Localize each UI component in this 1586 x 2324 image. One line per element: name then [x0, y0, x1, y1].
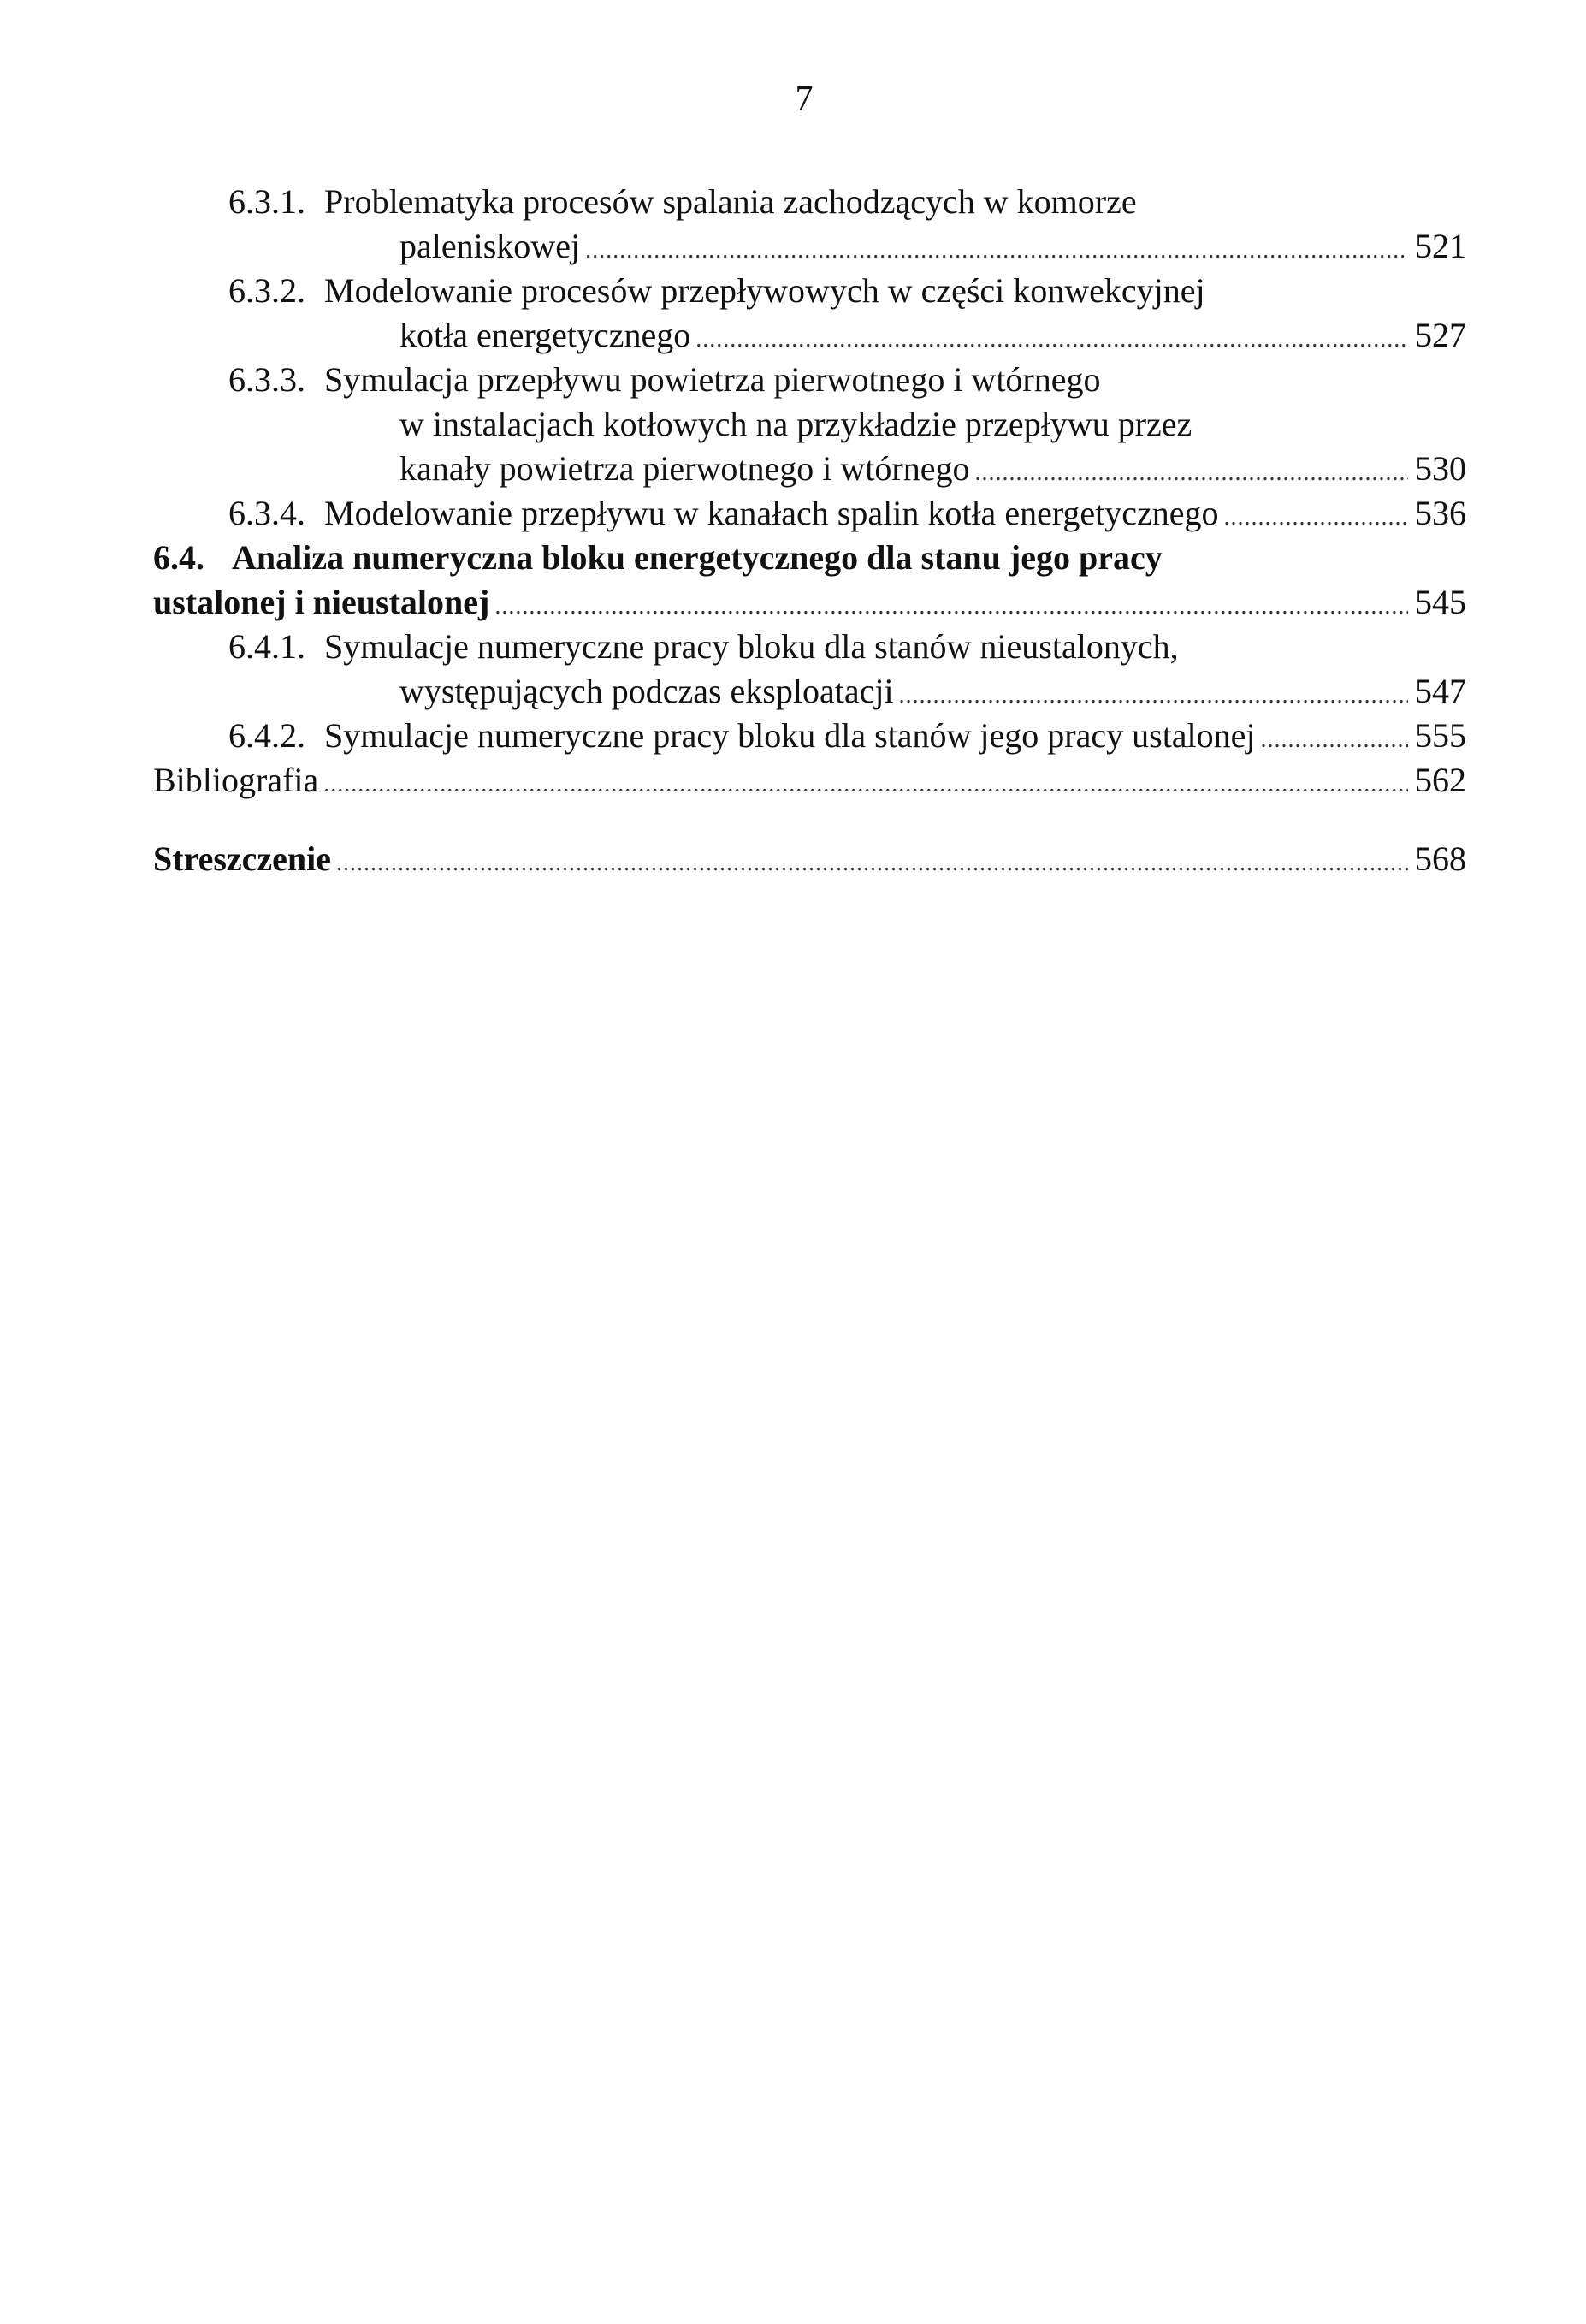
- toc-entry-number: 6.3.2.: [228, 271, 305, 310]
- dot-leader: [899, 673, 1408, 718]
- toc-entry-bibliografia[interactable]: [153, 758, 1466, 803]
- toc-entry-title-continued: w instalacjach kotłowych na przykładzie przepływu przez: [399, 405, 1192, 443]
- toc-entry-title-continued: paleniskowej: [399, 227, 581, 265]
- dot-leader: [585, 228, 1408, 273]
- toc-entry-6-4-2[interactable]: [153, 714, 1466, 758]
- toc-entry-6-3-1[interactable]: [153, 180, 1466, 269]
- page-number: 7: [795, 80, 814, 119]
- table-of-contents: [153, 180, 1466, 881]
- toc-entry-title: Analiza numeryczna bloku energetycznego dla stanu jego pracy: [232, 538, 1163, 577]
- dot-leader: [1224, 495, 1408, 540]
- toc-entry-title-continued: kanały powietrza pierwotnego i wtórnego: [399, 449, 970, 488]
- dot-leader: [1261, 718, 1408, 762]
- toc-entry-page: 527: [1415, 316, 1466, 354]
- toc-entry-number: 6.4.: [153, 538, 204, 577]
- toc-entry-streszczenie[interactable]: [153, 837, 1466, 881]
- toc-entry-page: 521: [1415, 227, 1466, 265]
- toc-entry-6-3-3[interactable]: [153, 358, 1466, 491]
- toc-entry-title: Symulacje numeryczne pracy bloku dla stanów jego pracy ustalonej: [324, 716, 1256, 755]
- toc-entry-number: 6.3.3.: [228, 360, 305, 399]
- dot-leader: [494, 584, 1408, 629]
- dot-leader: [336, 841, 1408, 886]
- toc-entry-page: 547: [1415, 672, 1466, 710]
- toc-entry-page: 545: [1415, 583, 1466, 621]
- toc-entry-6-4-1[interactable]: [153, 625, 1466, 714]
- toc-entry-number: 6.4.1.: [228, 627, 305, 666]
- toc-entry-6-3-4[interactable]: [153, 491, 1466, 536]
- toc-entry-title: Problematyka procesów spalania zachodzących w komorze: [324, 182, 1137, 221]
- dot-leader: [974, 451, 1408, 495]
- toc-entry-page: 536: [1415, 494, 1466, 532]
- toc-entry-title: Symulacje numeryczne pracy bloku dla stanów nieustalonych,: [324, 627, 1179, 666]
- toc-entry-page: 530: [1415, 449, 1466, 488]
- toc-entry-page: 568: [1415, 839, 1466, 878]
- toc-entry-title: Streszczenie: [153, 839, 332, 878]
- toc-entry-title: Symulacja przepływu powietrza pierwotnego i wtórnego: [324, 360, 1101, 399]
- dot-leader: [323, 762, 1408, 807]
- toc-entry-6-4[interactable]: [153, 536, 1466, 625]
- toc-entry-title-continued: ustalonej i nieustalonej: [153, 583, 490, 621]
- toc-entry-title: Modelowanie procesów przepływowych w części konwekcyjnej: [324, 271, 1205, 310]
- dot-leader: [695, 317, 1408, 362]
- toc-entry-title-continued: kotła energetycznego: [399, 316, 691, 354]
- toc-entry-title-continued: występujących podczas eksploatacji: [399, 672, 894, 710]
- toc-entry-title: Modelowanie przepływu w kanałach spalin kotła energetycznego: [324, 494, 1219, 532]
- toc-entry-page: 555: [1415, 716, 1466, 755]
- toc-entry-title: Bibliografia: [153, 761, 319, 799]
- toc-entry-number: 6.3.4.: [228, 494, 305, 532]
- spacer: [153, 803, 1466, 837]
- toc-entry-number: 6.4.2.: [228, 716, 305, 755]
- toc-entry-6-3-2[interactable]: [153, 269, 1466, 358]
- toc-entry-number: 6.3.1.: [228, 182, 305, 221]
- toc-entry-page: 562: [1415, 761, 1466, 799]
